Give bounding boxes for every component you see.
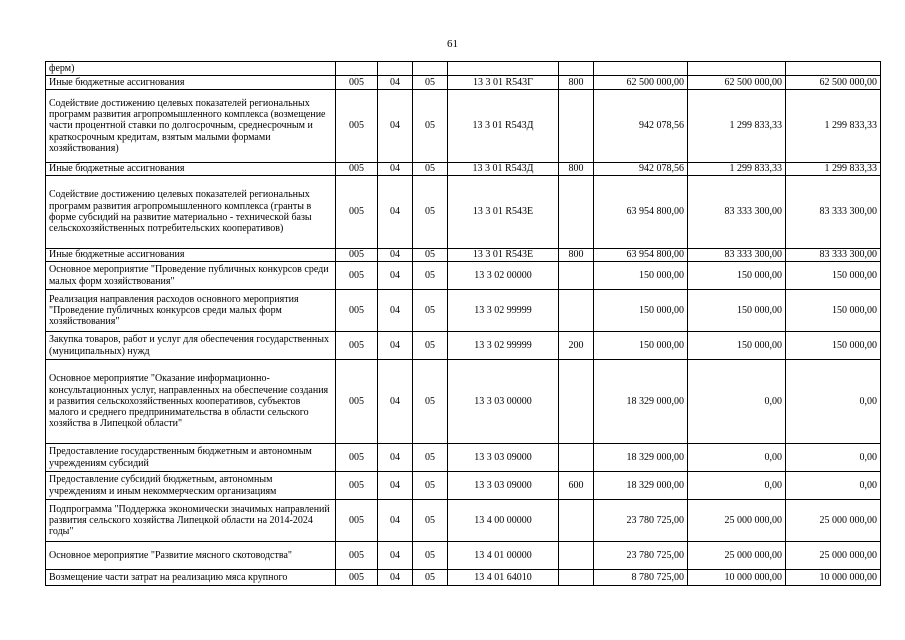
row-name: Предоставление государственным бюджетным и автономным учреждениям субсидий xyxy=(46,444,336,472)
row-name: Иные бюджетные ассигнования xyxy=(46,163,336,176)
subsection-code: 05 xyxy=(413,163,448,176)
ministry-code: 005 xyxy=(336,360,378,444)
row-name: Иные бюджетные ассигнования xyxy=(46,76,336,90)
row-name: Содействие достижению целевых показателей региональных программ развития агропромышленного комплекса (гранты в форме субсидий на развитие материально - технической базы сельскохозяйственных потребительских кооперативов) xyxy=(46,176,336,249)
ministry-code: 005 xyxy=(336,249,378,262)
row-name: Закупка товаров, работ и услуг для обеспечения государственных (муниципальных) нужд xyxy=(46,332,336,360)
expense-type xyxy=(559,444,594,472)
expense-type xyxy=(559,176,594,249)
amount-year-2 xyxy=(688,62,786,76)
table-row xyxy=(46,90,881,163)
table-row xyxy=(46,570,881,586)
expense-type: 800 xyxy=(559,163,594,176)
amount-year-3: 83 333 300,00 xyxy=(786,176,881,249)
amount-year-2: 0,00 xyxy=(688,472,786,500)
amount-year-1: 23 780 725,00 xyxy=(594,500,688,542)
budget-table xyxy=(45,61,881,586)
amount-year-2: 0,00 xyxy=(688,444,786,472)
target-article: 13 3 03 09000 xyxy=(448,472,559,500)
table-row xyxy=(46,62,881,76)
ministry-code xyxy=(336,62,378,76)
amount-year-1: 18 329 000,00 xyxy=(594,472,688,500)
amount-year-2: 1 299 833,33 xyxy=(688,90,786,163)
subsection-code: 05 xyxy=(413,542,448,570)
subsection-code: 05 xyxy=(413,176,448,249)
amount-year-1: 62 500 000,00 xyxy=(594,76,688,90)
subsection-code: 05 xyxy=(413,332,448,360)
amount-year-3: 0,00 xyxy=(786,360,881,444)
amount-year-1: 23 780 725,00 xyxy=(594,542,688,570)
amount-year-2: 25 000 000,00 xyxy=(688,542,786,570)
target-article: 13 3 01 R543Е xyxy=(448,176,559,249)
ministry-code: 005 xyxy=(336,90,378,163)
section-code: 04 xyxy=(378,249,413,262)
amount-year-1: 18 329 000,00 xyxy=(594,360,688,444)
row-name: Подпрограмма "Поддержка экономически значимых направлений развития сельского хозяйства Липецкой области на 2014-2024 годы" xyxy=(46,500,336,542)
amount-year-3: 150 000,00 xyxy=(786,290,881,332)
ministry-code: 005 xyxy=(336,76,378,90)
expense-type xyxy=(559,62,594,76)
amount-year-2: 1 299 833,33 xyxy=(688,163,786,176)
table-row xyxy=(46,542,881,570)
amount-year-2: 150 000,00 xyxy=(688,332,786,360)
target-article: 13 3 01 R543Е xyxy=(448,249,559,262)
amount-year-3: 10 000 000,00 xyxy=(786,570,881,586)
ministry-code: 005 xyxy=(336,444,378,472)
subsection-code: 05 xyxy=(413,472,448,500)
amount-year-2: 62 500 000,00 xyxy=(688,76,786,90)
table-row xyxy=(46,444,881,472)
amount-year-3: 25 000 000,00 xyxy=(786,542,881,570)
subsection-code: 05 xyxy=(413,262,448,290)
expense-type: 800 xyxy=(559,249,594,262)
section-code xyxy=(378,62,413,76)
amount-year-3: 25 000 000,00 xyxy=(786,500,881,542)
amount-year-3: 83 333 300,00 xyxy=(786,249,881,262)
amount-year-3 xyxy=(786,62,881,76)
ministry-code: 005 xyxy=(336,332,378,360)
section-code: 04 xyxy=(378,90,413,163)
expense-type: 200 xyxy=(559,332,594,360)
section-code: 04 xyxy=(378,472,413,500)
subsection-code: 05 xyxy=(413,290,448,332)
row-name: Основное мероприятие "Проведение публичных конкурсов среди малых форм хозяйствования" xyxy=(46,262,336,290)
ministry-code: 005 xyxy=(336,176,378,249)
subsection-code xyxy=(413,62,448,76)
target-article: 13 3 03 09000 xyxy=(448,444,559,472)
expense-type xyxy=(559,360,594,444)
expense-type xyxy=(559,262,594,290)
amount-year-1: 150 000,00 xyxy=(594,332,688,360)
ministry-code: 005 xyxy=(336,290,378,332)
row-name: Содействие достижению целевых показателей региональных программ развития агропромышленного комплекса (возмещение части процентной ставки по долгосрочным, среднесрочным и краткосрочным кредитам, взятым малыми формами хозяйствования) xyxy=(46,90,336,163)
target-article: 13 4 00 00000 xyxy=(448,500,559,542)
amount-year-2: 10 000 000,00 xyxy=(688,570,786,586)
section-code: 04 xyxy=(378,444,413,472)
table-row xyxy=(46,262,881,290)
amount-year-3: 0,00 xyxy=(786,472,881,500)
subsection-code: 05 xyxy=(413,570,448,586)
ministry-code: 005 xyxy=(336,542,378,570)
section-code: 04 xyxy=(378,332,413,360)
expense-type: 800 xyxy=(559,76,594,90)
table-row xyxy=(46,76,881,90)
section-code: 04 xyxy=(378,176,413,249)
amount-year-1: 18 329 000,00 xyxy=(594,444,688,472)
section-code: 04 xyxy=(378,163,413,176)
expense-type xyxy=(559,570,594,586)
row-name: Основное мероприятие "Развитие мясного скотоводства" xyxy=(46,542,336,570)
row-name: Иные бюджетные ассигнования xyxy=(46,249,336,262)
subsection-code: 05 xyxy=(413,444,448,472)
target-article: 13 4 01 64010 xyxy=(448,570,559,586)
amount-year-1: 150 000,00 xyxy=(594,262,688,290)
amount-year-2: 0,00 xyxy=(688,360,786,444)
amount-year-3: 150 000,00 xyxy=(786,262,881,290)
section-code: 04 xyxy=(378,360,413,444)
amount-year-3: 0,00 xyxy=(786,444,881,472)
amount-year-1: 942 078,56 xyxy=(594,90,688,163)
amount-year-1: 8 780 725,00 xyxy=(594,570,688,586)
ministry-code: 005 xyxy=(336,163,378,176)
table-row xyxy=(46,472,881,500)
amount-year-1 xyxy=(594,62,688,76)
table-row xyxy=(46,360,881,444)
section-code: 04 xyxy=(378,290,413,332)
amount-year-1: 63 954 800,00 xyxy=(594,176,688,249)
target-article: 13 3 02 99999 xyxy=(448,290,559,332)
amount-year-1: 942 078,56 xyxy=(594,163,688,176)
amount-year-3: 1 299 833,33 xyxy=(786,163,881,176)
amount-year-1: 150 000,00 xyxy=(594,290,688,332)
amount-year-3: 150 000,00 xyxy=(786,332,881,360)
expense-type xyxy=(559,90,594,163)
row-name: Возмещение части затрат на реализацию мяса крупного xyxy=(46,570,336,586)
amount-year-2: 150 000,00 xyxy=(688,262,786,290)
row-name: Предоставление субсидий бюджетным, автономным учреждениям и иным некоммерческим организациям xyxy=(46,472,336,500)
expense-type: 600 xyxy=(559,472,594,500)
table-row xyxy=(46,249,881,262)
section-code: 04 xyxy=(378,570,413,586)
section-code: 04 xyxy=(378,542,413,570)
subsection-code: 05 xyxy=(413,249,448,262)
expense-type xyxy=(559,542,594,570)
table-row xyxy=(46,163,881,176)
target-article: 13 3 03 00000 xyxy=(448,360,559,444)
section-code: 04 xyxy=(378,76,413,90)
subsection-code: 05 xyxy=(413,90,448,163)
amount-year-1: 63 954 800,00 xyxy=(594,249,688,262)
ministry-code: 005 xyxy=(336,262,378,290)
section-code: 04 xyxy=(378,262,413,290)
page-number: 61 xyxy=(447,38,458,50)
row-name: Реализация направления расходов основного мероприятия "Проведение публичных конкурсов среди малых форм хозяйствования" xyxy=(46,290,336,332)
amount-year-3: 62 500 000,00 xyxy=(786,76,881,90)
row-name: Основное мероприятие "Оказание информационно-консультационных услуг, направленных на обеспечение создания и развития сельскохозяйственных кооперативов, субъектов малого и среднего предпринимательства в области сельского хозяйства в Липецкой области" xyxy=(46,360,336,444)
target-article xyxy=(448,62,559,76)
ministry-code: 005 xyxy=(336,500,378,542)
ministry-code: 005 xyxy=(336,472,378,500)
target-article: 13 3 01 R543Д xyxy=(448,90,559,163)
table-row xyxy=(46,290,881,332)
amount-year-3: 1 299 833,33 xyxy=(786,90,881,163)
amount-year-2: 150 000,00 xyxy=(688,290,786,332)
amount-year-2: 83 333 300,00 xyxy=(688,176,786,249)
subsection-code: 05 xyxy=(413,76,448,90)
amount-year-2: 83 333 300,00 xyxy=(688,249,786,262)
subsection-code: 05 xyxy=(413,500,448,542)
expense-type xyxy=(559,500,594,542)
amount-year-2: 25 000 000,00 xyxy=(688,500,786,542)
section-code: 04 xyxy=(378,500,413,542)
subsection-code: 05 xyxy=(413,360,448,444)
target-article: 13 3 01 R543Г xyxy=(448,76,559,90)
table-row xyxy=(46,176,881,249)
target-article: 13 3 02 99999 xyxy=(448,332,559,360)
expense-type xyxy=(559,290,594,332)
table-row xyxy=(46,332,881,360)
table-row xyxy=(46,500,881,542)
target-article: 13 4 01 00000 xyxy=(448,542,559,570)
target-article: 13 3 02 00000 xyxy=(448,262,559,290)
ministry-code: 005 xyxy=(336,570,378,586)
target-article: 13 3 01 R543Д xyxy=(448,163,559,176)
row-name: ферм) xyxy=(46,62,336,76)
